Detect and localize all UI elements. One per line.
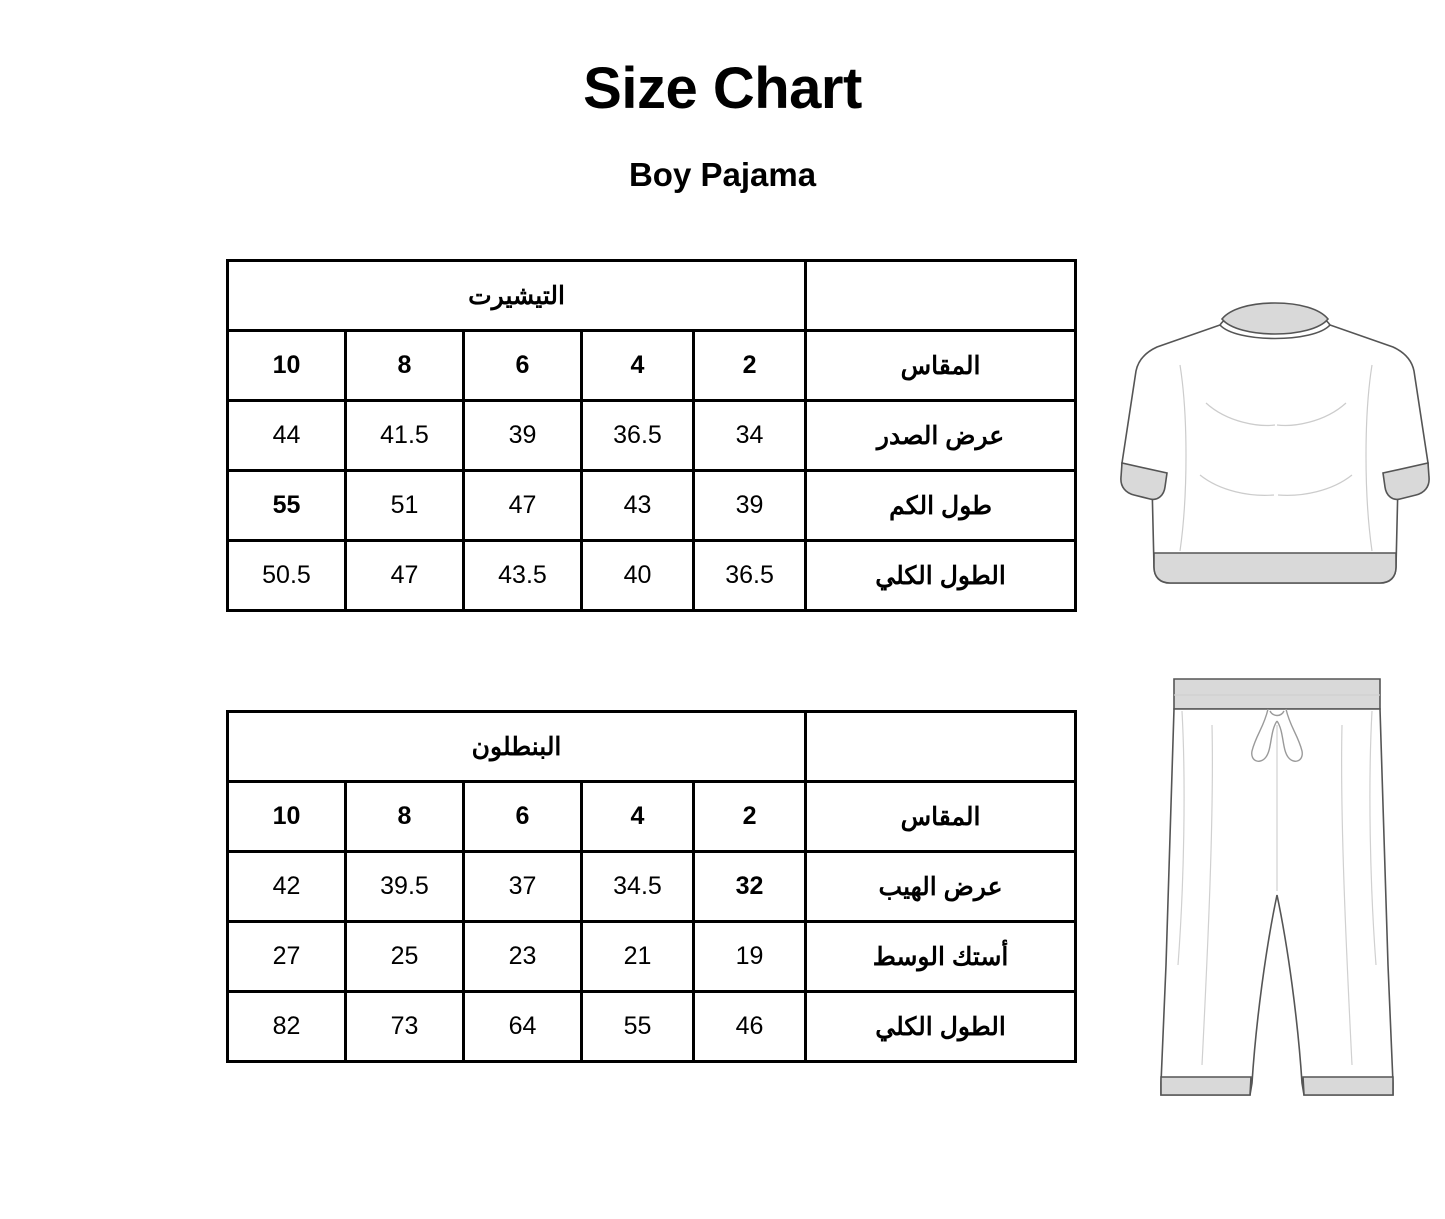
pants-length-10: 82 [228, 992, 346, 1062]
shirt-size-4: 4 [582, 331, 694, 401]
pants-length-2: 46 [694, 992, 806, 1062]
shirt-chest-10: 44 [228, 401, 346, 471]
pants-waist-10: 27 [228, 922, 346, 992]
pants-size-table [226, 710, 1077, 1063]
shirt-sleeve-label: طول الكم [806, 471, 1076, 541]
pants-hip-label: عرض الهيب [806, 852, 1076, 922]
pants-waist-6: 23 [464, 922, 582, 992]
table-row [228, 261, 1076, 331]
pants-hip-2: 32 [694, 852, 806, 922]
table-row [228, 331, 1076, 401]
table-row [228, 922, 1076, 992]
shirt-size-6: 6 [464, 331, 582, 401]
shirt-sleeve-6: 47 [464, 471, 582, 541]
pants-length-label: الطول الكلي [806, 992, 1076, 1062]
pants-waist-8: 25 [346, 922, 464, 992]
pants-length-8: 73 [346, 992, 464, 1062]
pants-group-label: البنطلون [228, 712, 806, 782]
pants-illustration-icon [1152, 665, 1402, 1115]
table-row [228, 471, 1076, 541]
page-subtitle: Boy Pajama [628, 156, 817, 193]
pants-waist-label: أستك الوسط [806, 922, 1076, 992]
shirt-size-10: 10 [228, 331, 346, 401]
table-row [228, 782, 1076, 852]
shirt-chest-8: 41.5 [346, 401, 464, 471]
pants-size-label: المقاس [806, 782, 1076, 852]
table-row [228, 992, 1076, 1062]
shirt-size-table [226, 259, 1077, 612]
pants-waist-4: 21 [582, 922, 694, 992]
pants-size-8: 8 [346, 782, 464, 852]
shirt-chest-4: 36.5 [582, 401, 694, 471]
shirt-chest-6: 39 [464, 401, 582, 471]
table-row [228, 852, 1076, 922]
shirt-group-spacer [806, 261, 1076, 331]
shirt-size-2: 2 [694, 331, 806, 401]
shirt-size-8: 8 [346, 331, 464, 401]
pants-hip-4: 34.5 [582, 852, 694, 922]
pants-group-spacer [806, 712, 1076, 782]
pants-length-6: 64 [464, 992, 582, 1062]
pants-length-4: 55 [582, 992, 694, 1062]
shirt-length-2: 36.5 [694, 541, 806, 611]
shirt-length-label: الطول الكلي [806, 541, 1076, 611]
pants-waist-2: 19 [694, 922, 806, 992]
page-title: Size Chart [583, 56, 862, 121]
shirt-size-label: المقاس [806, 331, 1076, 401]
shirt-length-10: 50.5 [228, 541, 346, 611]
pants-size-4: 4 [582, 782, 694, 852]
shirt-sleeve-8: 51 [346, 471, 464, 541]
pants-hip-6: 37 [464, 852, 582, 922]
pants-hip-10: 42 [228, 852, 346, 922]
table-row [228, 541, 1076, 611]
shirt-length-8: 47 [346, 541, 464, 611]
shirt-sleeve-2: 39 [694, 471, 806, 541]
shirt-group-label: التيشيرت [228, 261, 806, 331]
shirt-length-4: 40 [582, 541, 694, 611]
sweatshirt-illustration-icon [1110, 295, 1440, 635]
shirt-sleeve-4: 43 [582, 471, 694, 541]
pants-size-2: 2 [694, 782, 806, 852]
table-row [228, 712, 1076, 782]
shirt-length-6: 43.5 [464, 541, 582, 611]
shirt-chest-label: عرض الصدر [806, 401, 1076, 471]
pants-size-10: 10 [228, 782, 346, 852]
table-row [228, 401, 1076, 471]
shirt-chest-2: 34 [694, 401, 806, 471]
shirt-sleeve-10: 55 [228, 471, 346, 541]
pants-hip-8: 39.5 [346, 852, 464, 922]
pants-size-6: 6 [464, 782, 582, 852]
